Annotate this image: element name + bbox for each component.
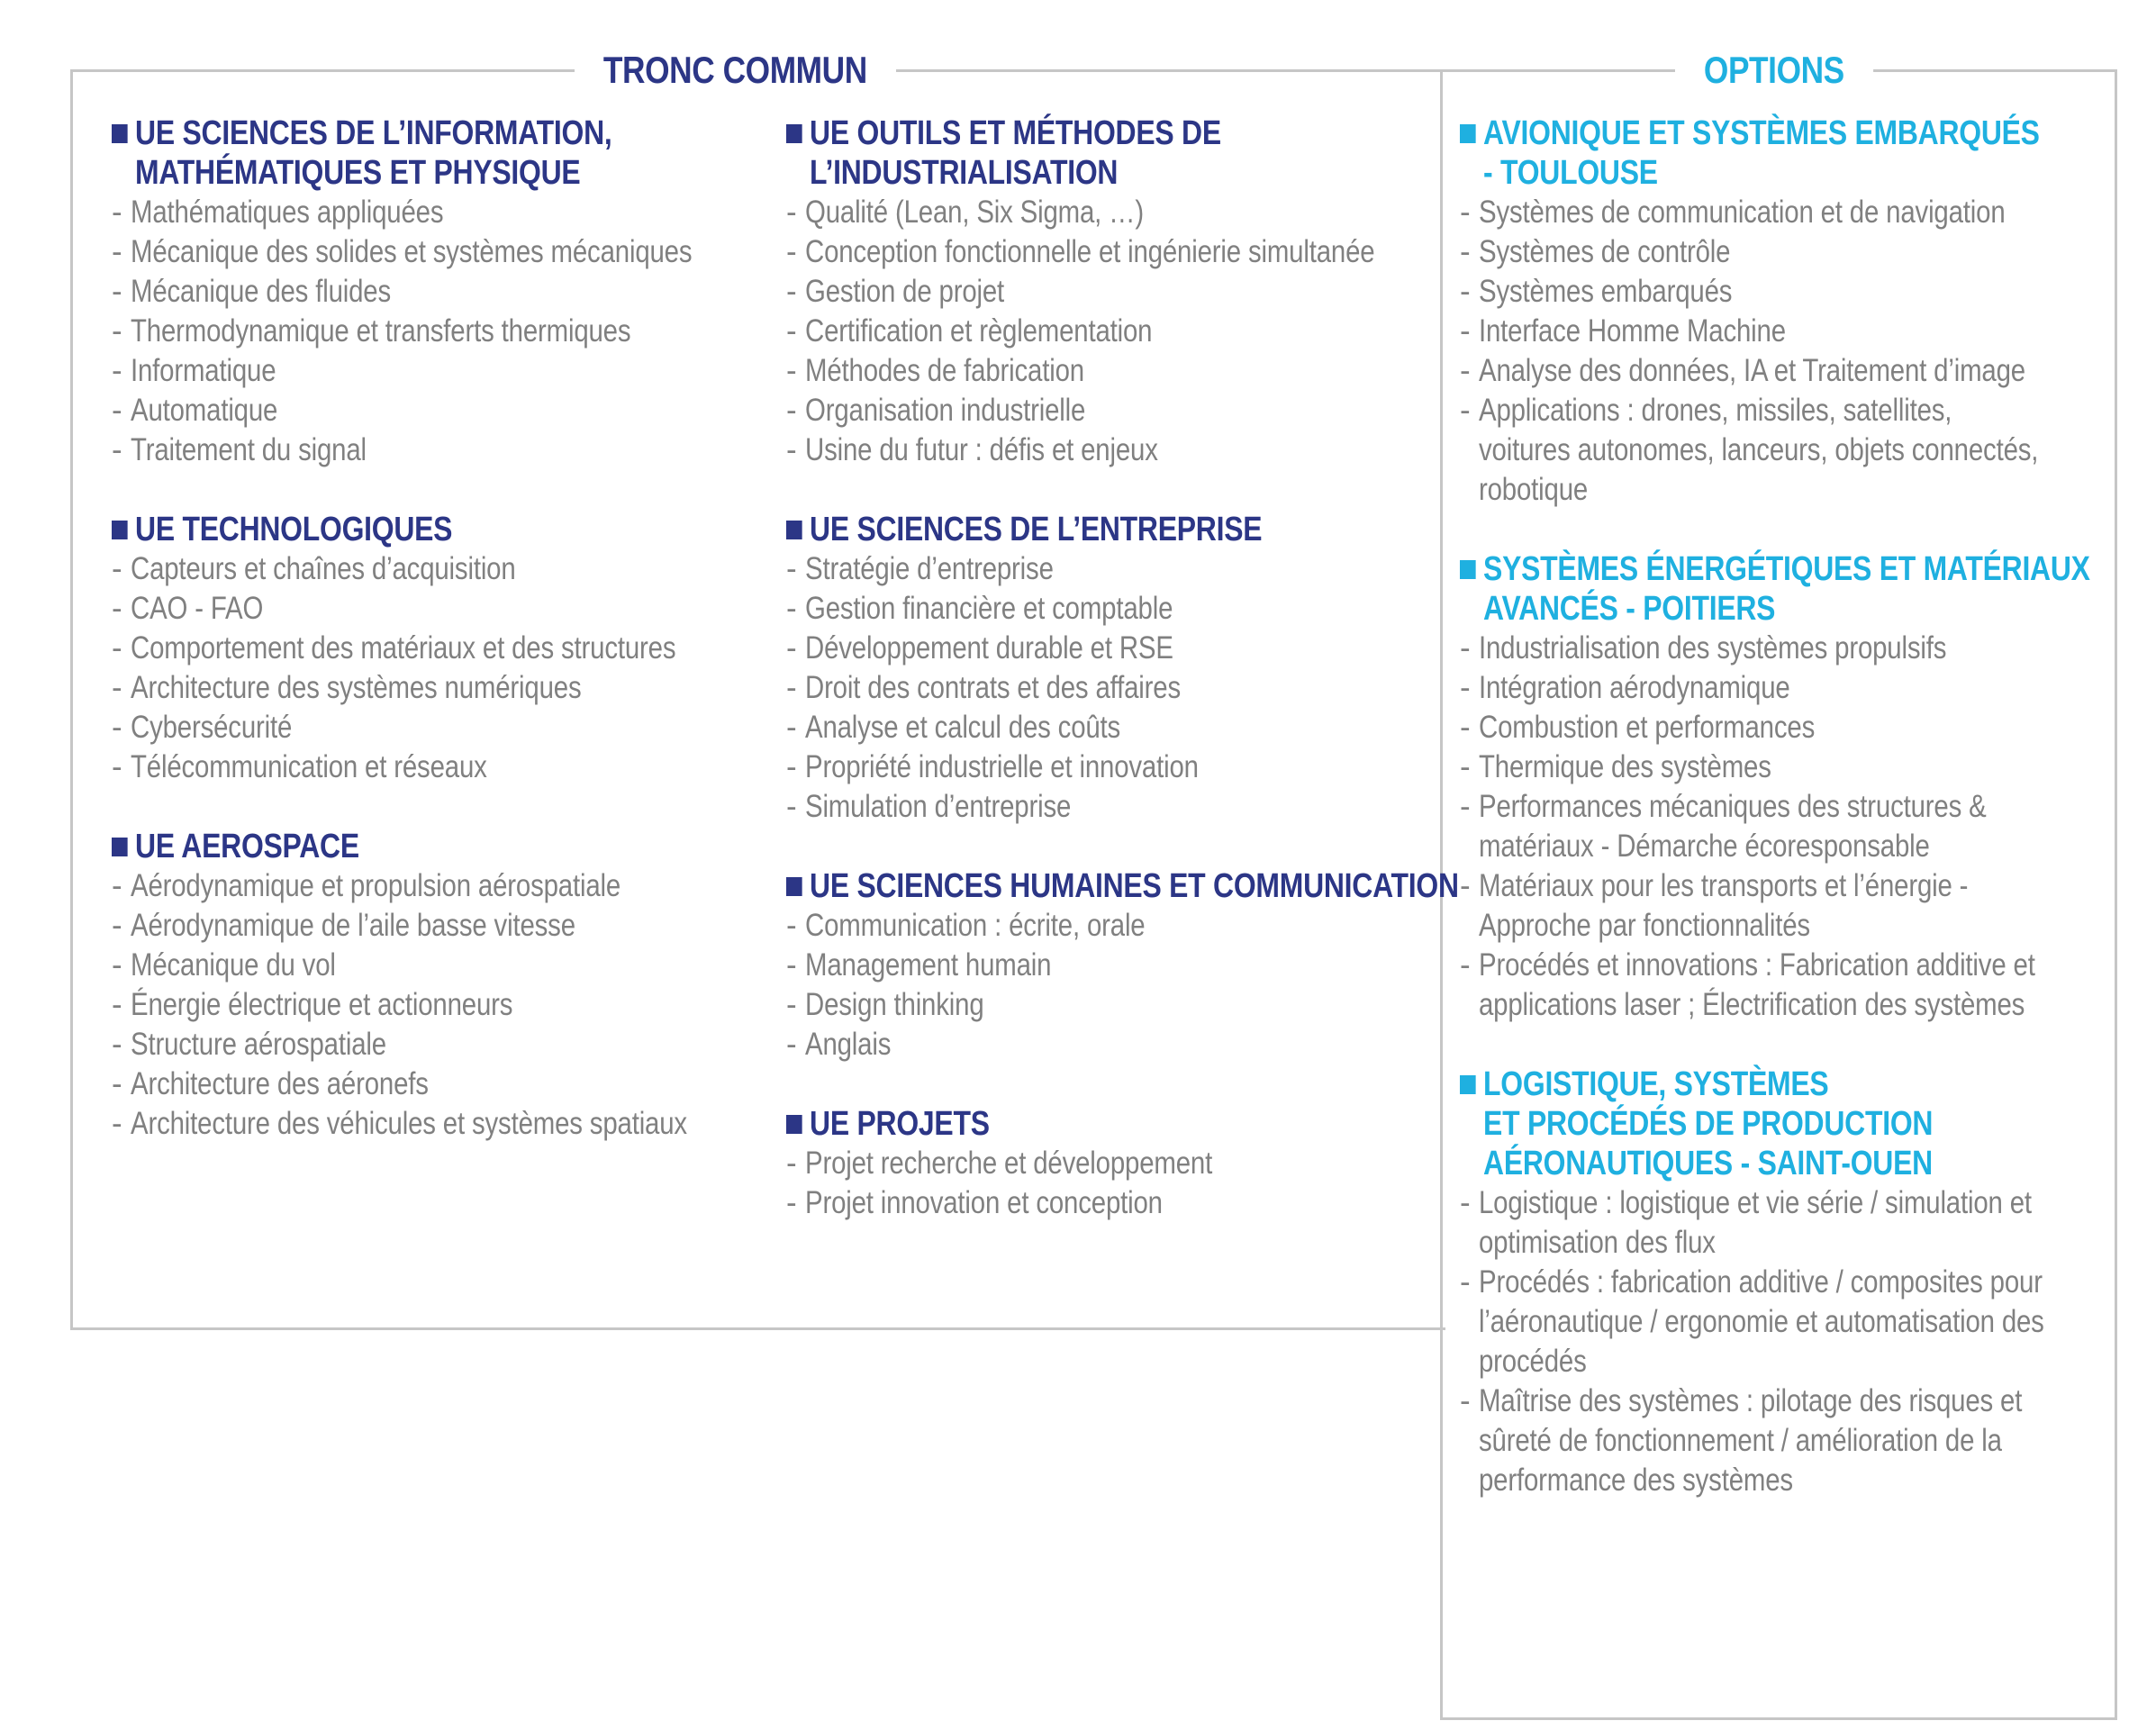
course-item-line: Organisation industrielle [805,393,1086,428]
course-item-text [805,430,1364,470]
dash-bullet: - [786,313,797,349]
course-item-text [1479,272,2007,312]
dash-bullet: - [786,630,797,666]
dash-bullet: - [1460,274,1471,309]
course-list [786,906,1471,1064]
course-item [786,232,1471,272]
group-heading [1460,1064,2005,1183]
group-heading-line: LOGISTIQUE, SYSTÈMES [1483,1065,1829,1103]
course-item [786,906,1471,946]
course-item [112,549,796,589]
dash-bullet: - [112,393,122,428]
course-item-text [1479,391,2039,510]
course-item-text [131,946,690,985]
course-item-line: Droit des contrats et des affaires [805,670,1181,705]
dash-bullet: - [112,274,122,309]
course-item [1460,747,2108,787]
course-item-line: Systèmes embarqués [1479,274,1733,309]
dash-bullet: - [786,710,797,745]
course-item [786,787,1471,827]
ue-group [786,1104,1471,1223]
course-item-line: Développement durable et RSE [805,630,1173,666]
course-item-line: Performances mécaniques des structures & [1479,789,1987,824]
course-item [1460,866,2108,946]
dash-bullet: - [1460,670,1471,705]
course-item-text [805,549,1364,589]
course-item [786,747,1471,787]
dash-bullet: - [112,234,122,269]
dash-bullet: - [786,1146,797,1181]
group-heading [1460,549,2090,629]
square-bullet-icon [786,124,802,143]
option-group [1460,1064,2108,1500]
course-item [786,589,1471,629]
dash-bullet: - [786,195,797,230]
course-item [112,1025,796,1064]
dash-bullet: - [1460,1185,1471,1220]
course-item-text [131,193,690,232]
course-item-line: optimisation des flux [1479,1225,1716,1260]
course-item [112,1064,796,1104]
course-item [786,1025,1471,1064]
course-item [1460,1263,2108,1381]
course-item [1460,351,2108,391]
course-item-line: Mécanique du vol [131,947,336,983]
course-item [1460,391,2108,510]
group-heading [786,866,1459,906]
dash-bullet: - [1460,789,1471,824]
course-item-text [1479,866,2007,946]
course-item-line: Informatique [131,353,276,388]
dash-bullet: - [112,591,122,626]
course-item [1460,946,2108,1025]
options-column [1460,113,2108,1540]
course-item-text [805,193,1364,232]
ue-group [786,113,1471,470]
course-item [112,985,796,1025]
ue-group [786,510,1471,827]
course-item-line: CAO - FAO [131,591,264,626]
dash-bullet: - [786,1185,797,1220]
course-item-line: Anglais [805,1027,892,1062]
course-item-text [805,1025,1364,1064]
group-heading-line: SYSTÈMES ÉNERGÉTIQUES ET MATÉRIAUX [1483,550,2090,588]
course-item-line: robotique [1479,472,1589,507]
dash-bullet: - [786,393,797,428]
course-item-line: Systèmes de communication et de navigation [1479,195,2006,230]
course-item-text [805,906,1364,946]
course-item [786,629,1471,668]
dash-bullet: - [786,987,797,1022]
course-item-text [131,391,690,430]
course-item-text [805,708,1364,747]
course-item [1460,787,2108,866]
course-item [786,985,1471,1025]
course-item-text [1479,232,2007,272]
course-item-line: Logistique : logistique et vie série / simulation et [1479,1185,2032,1220]
course-item-line: Méthodes de fabrication [805,353,1084,388]
course-item-text [131,1064,690,1104]
group-heading-line: UE TECHNOLOGIQUES [135,511,453,548]
course-item-text [131,1104,690,1144]
course-list [786,1144,1471,1223]
group-heading-line: UE AEROSPACE [135,828,359,865]
dash-bullet: - [1460,749,1471,784]
course-item-text [131,906,690,946]
course-item [786,272,1471,312]
dash-bullet: - [1460,710,1471,745]
course-item-line: Architecture des aéronefs [131,1066,429,1101]
course-item [112,193,796,232]
course-item-text [1479,1263,2044,1381]
course-item-text [1479,193,2007,232]
course-item-line: Interface Homme Machine [1479,313,1786,349]
group-heading [786,1104,1361,1144]
course-item-line: Mécanique des fluides [131,274,392,309]
dash-bullet: - [786,551,797,586]
dash-bullet: - [112,1066,122,1101]
dash-bullet: - [112,1106,122,1141]
course-item-line: Projet innovation et conception [805,1185,1163,1220]
dash-bullet: - [786,274,797,309]
course-item-line: Aérodynamique et propulsion aérospatiale [131,868,621,903]
dash-bullet: - [786,234,797,269]
course-item-text [805,747,1364,787]
group-heading-line: MATHÉMATIQUES ET PHYSIQUE [135,154,581,192]
course-item-text [1479,708,2007,747]
course-item [786,430,1471,470]
course-item-text [805,629,1364,668]
course-item-line: Combustion et performances [1479,710,1816,745]
group-heading-line: UE OUTILS ET MÉTHODES DE [810,114,1221,152]
course-item-text [805,589,1364,629]
course-item-line: Gestion financière et comptable [805,591,1173,626]
course-item-line: Systèmes de contrôle [1479,234,1731,269]
course-item-line: Mécanique des solides et systèmes mécaniques [131,234,693,269]
dash-bullet: - [112,353,122,388]
course-item-text [805,312,1364,351]
group-heading-line: ET PROCÉDÉS DE PRODUCTION [1483,1105,1934,1143]
course-item [786,351,1471,391]
dash-bullet: - [112,551,122,586]
course-item-line: Analyse et calcul des coûts [805,710,1121,745]
group-heading-line: L’INDUSTRIALISATION [810,154,1119,192]
course-item-line: Stratégie d’entreprise [805,551,1054,586]
group-heading-line: AVIONIQUE ET SYSTÈMES EMBARQUÉS [1483,114,2040,152]
dash-bullet: - [1460,393,1471,428]
course-item-text [131,549,690,589]
course-item-text [131,430,690,470]
course-item-text [805,391,1364,430]
course-item-line: Automatique [131,393,278,428]
dash-bullet: - [786,353,797,388]
group-heading [1460,113,2040,193]
course-item-line: Aérodynamique de l’aile basse vitesse [131,908,575,943]
course-item-text [805,1183,1364,1223]
course-item-line: Approche par fonctionnalités [1479,908,1810,943]
course-item [1460,708,2108,747]
course-item-line: Industrialisation des systèmes propulsifs [1479,630,1947,666]
ue-group [786,866,1471,1064]
group-heading [112,113,686,193]
course-item-text [1479,747,2007,787]
group-heading-line: UE SCIENCES DE L’ENTREPRISE [810,511,1263,548]
dash-bullet: - [1460,313,1471,349]
course-item-text [1479,351,2025,391]
course-item-text [131,272,690,312]
course-item [112,232,796,272]
course-item-line: performance des systèmes [1479,1463,1793,1498]
dash-bullet: - [1460,234,1471,269]
course-item [786,708,1471,747]
course-item-text [131,668,690,708]
course-item-text [1479,668,2007,708]
course-item-line: Structure aérospatiale [131,1027,386,1062]
course-item-line: l’aéronautique / ergonomie et automatisation des [1479,1304,2044,1339]
course-item-line: Cybersécurité [131,710,293,745]
course-item [1460,629,2108,668]
dash-bullet: - [112,710,122,745]
course-item-line: Architecture des véhicules et systèmes spatiaux [131,1106,687,1141]
dash-bullet: - [112,630,122,666]
course-item-text [131,708,690,747]
course-item-text [805,946,1364,985]
course-item [112,1104,796,1144]
course-item-text [131,866,690,906]
course-item [1460,193,2108,232]
group-heading [112,510,686,549]
course-item [786,391,1471,430]
dash-bullet: - [1460,868,1471,903]
dash-bullet: - [112,749,122,784]
course-item-line: Gestion de projet [805,274,1005,309]
course-item-text [805,232,1375,272]
square-bullet-icon [1460,124,1476,143]
option-group [1460,549,2108,1025]
course-item-line: Capteurs et chaînes d’acquisition [131,551,516,586]
course-item-line: Énergie électrique et actionneurs [131,987,513,1022]
course-item [1460,272,2108,312]
dash-bullet: - [112,313,122,349]
square-bullet-icon [112,124,128,143]
course-item [786,193,1471,232]
course-item-line: Procédés et innovations : Fabrication additive et [1479,947,2035,983]
tronc-commun-column-1 [112,113,796,1183]
course-item [1460,232,2108,272]
course-item-text [131,232,693,272]
square-bullet-icon [786,1115,802,1134]
course-item-text [1479,629,2007,668]
course-item [112,906,796,946]
course-item-text [805,985,1364,1025]
course-item-line: Qualité (Lean, Six Sigma, …) [805,195,1145,230]
course-item [786,549,1471,589]
course-item-line: Certification et règlementation [805,313,1153,349]
dash-bullet: - [786,749,797,784]
course-item [786,1183,1471,1223]
option-group [1460,113,2108,510]
dash-bullet: - [112,1027,122,1062]
course-item-text [1479,1183,2032,1263]
course-item [786,668,1471,708]
dash-bullet: - [1460,630,1471,666]
course-item-line: Design thinking [805,987,984,1022]
dash-bullet: - [786,432,797,467]
dash-bullet: - [112,670,122,705]
course-list [112,549,796,787]
course-item-text [131,351,690,391]
course-item [112,946,796,985]
ue-group [112,827,796,1144]
group-heading [786,113,1361,193]
course-item-text [131,747,690,787]
course-list [1460,1183,2108,1500]
group-heading-line: UE PROJETS [810,1105,990,1143]
square-bullet-icon [1460,560,1476,579]
dash-bullet: - [112,987,122,1022]
group-heading-line: UE SCIENCES DE L’INFORMATION, [135,114,612,152]
course-list [112,193,796,470]
square-bullet-icon [786,521,802,539]
course-item-line: Communication : écrite, orale [805,908,1146,943]
course-item-text [1479,946,2035,1025]
course-item-line: Usine du futur : défis et enjeux [805,432,1158,467]
course-item-line: Projet recherche et développement [805,1146,1213,1181]
course-list [112,866,796,1144]
dash-bullet: - [786,908,797,943]
course-item [112,747,796,787]
course-item-text [1479,312,2007,351]
group-heading-line: UE SCIENCES HUMAINES ET COMMUNICATION [810,867,1459,905]
course-item-text [131,629,690,668]
tronc-commun-column-2 [786,113,1471,1263]
course-list [1460,193,2108,510]
dash-bullet: - [786,670,797,705]
dash-bullet: - [1460,947,1471,983]
course-item-text [131,985,690,1025]
dash-bullet: - [112,868,122,903]
course-item-line: Traitement du signal [131,432,367,467]
course-item-line: Architecture des systèmes numériques [131,670,582,705]
square-bullet-icon [786,877,802,896]
course-item-text [805,351,1364,391]
course-item-line: Simulation d’entreprise [805,789,1072,824]
dash-bullet: - [112,947,122,983]
course-item-line: Propriété industrielle et innovation [805,749,1199,784]
course-item-text [1479,787,2007,866]
course-item [786,1144,1471,1183]
course-item-line: sûreté de fonctionnement / amélioration de la [1479,1423,2002,1458]
course-item-line: Maîtrise des systèmes : pilotage des risques et [1479,1383,2023,1418]
course-item-line: Télécommunication et réseaux [131,749,487,784]
course-item [1460,312,2108,351]
course-item-line: Thermique des systèmes [1479,749,1771,784]
course-item-line: applications laser ; Électrification des systèmes [1479,987,2025,1022]
course-item-line: procédés [1479,1344,1587,1379]
dash-bullet: - [112,432,122,467]
course-item [112,866,796,906]
course-item-line: Procédés : fabrication additive / composites pour [1479,1264,2043,1300]
ue-group [112,113,796,470]
course-item-line: Mathématiques appliquées [131,195,444,230]
course-item-line: Management humain [805,947,1052,983]
dash-bullet: - [1460,1264,1471,1300]
dash-bullet: - [1460,353,1471,388]
course-list [1460,629,2108,1025]
square-bullet-icon [112,521,128,539]
course-item-text [805,787,1364,827]
course-item [112,272,796,312]
course-item-line: matériaux - Démarche écoresponsable [1479,829,1930,864]
course-item [1460,1183,2108,1263]
course-item-line: Applications : drones, missiles, satellites, [1479,393,1952,428]
course-item [1460,1381,2108,1500]
course-item-text [805,1144,1364,1183]
dash-bullet: - [786,789,797,824]
course-item-line: Conception fonctionnelle et ingénierie simultanée [805,234,1375,269]
course-list [786,193,1471,470]
course-item-line: Intégration aérodynamique [1479,670,1790,705]
course-item-text [131,589,690,629]
tronc-commun-title: TRONC COMMUN [575,41,896,99]
course-item-text [131,312,690,351]
course-item-text [805,272,1364,312]
course-list [786,549,1471,827]
course-item [786,312,1471,351]
course-item [112,708,796,747]
dash-bullet: - [786,947,797,983]
course-item-text [805,668,1364,708]
group-heading-line: - TOULOUSE [1483,154,1658,192]
course-item [112,430,796,470]
dash-bullet: - [112,195,122,230]
course-item [112,312,796,351]
dash-bullet: - [786,591,797,626]
dash-bullet: - [1460,195,1471,230]
group-heading-line: AVANCÉS - POITIERS [1483,590,1776,628]
dash-bullet: - [1460,1383,1471,1418]
ue-group [112,510,796,787]
course-item [112,391,796,430]
course-item [112,351,796,391]
dash-bullet: - [112,908,122,943]
dash-bullet: - [786,1027,797,1062]
group-heading [786,510,1361,549]
course-item-line: Matériaux pour les transports et l’énergie - [1479,868,1969,903]
course-item [112,668,796,708]
course-item-text [1479,1381,2023,1500]
course-item [786,946,1471,985]
course-item-line: Analyse des données, IA et Traitement d’image [1479,353,2025,388]
course-item [112,589,796,629]
course-item [1460,668,2108,708]
course-item-text [131,1025,690,1064]
course-item-line: Thermodynamique et transferts thermiques [131,313,631,349]
square-bullet-icon [112,838,128,856]
course-item-line: Comportement des matériaux et des structures [131,630,676,666]
group-heading-line: AÉRONAUTIQUES - SAINT-OUEN [1483,1145,1933,1182]
group-heading [112,827,686,866]
options-title: OPTIONS [1675,41,1873,99]
course-item [112,629,796,668]
course-item-line: voitures autonomes, lanceurs, objets connectés, [1479,432,2039,467]
square-bullet-icon [1460,1075,1476,1094]
